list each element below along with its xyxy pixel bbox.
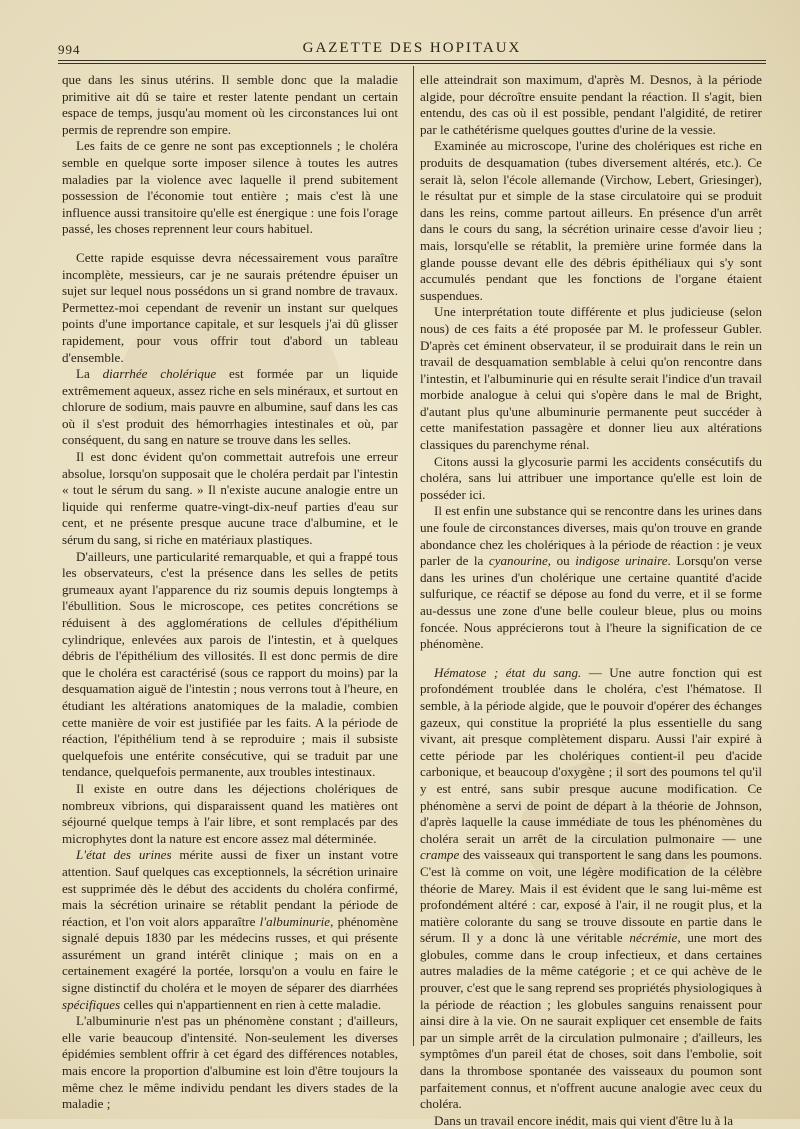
paragraph-text: La <box>76 366 103 382</box>
journal-title: GAZETTE DES HOPITAUX <box>302 40 522 56</box>
header-rule <box>58 60 766 61</box>
italic-text: l'albuminurie <box>259 913 331 929</box>
italic-text: crampe <box>420 847 460 863</box>
paragraph-text: D'ailleurs, une particularité remarquable, et qui a frappé tous les observateurs, c'est la présence dans les selles de petits grumeaux ayant l'apparence du riz soumis depuis longtemps à l'ébullition. Sous le microscope, ces petites concrétions se réduisent à des agglomérations de cellules d'épithélium cylindrique, enlevées aux parois de l'intestin, et à quelques débris de l'épithélium des villosités. Il est donc permis de dire que le choléra est caractérisé (sous ce rapport du moins) par la desquamation aiguë de l'intestin ; nous verrons tout à l'heure, en étudiant les altérations anatomiques de la maladie, combien cette manière de voir est justifiée par les faits. A la période de réaction, l'épithélium tend à se reproduire ; mais il subsiste quelquefois une entérite consécutive, qui se traduit par une tendance, quelquefois permanente, aux troubles intestinaux. <box>62 548 398 780</box>
paragraph <box>420 454 762 504</box>
paragraph-text: Il existe en outre dans les déjections cholériques de nombreux vibrions, qui disparaissent quand les matières ont séjourné quelque temps à l'air libre, et sont remplacés par des microphytes dont la nature est encore assez mal déterminée. <box>62 780 398 846</box>
italic-text: Hématose ; état du sang. <box>434 664 582 680</box>
paragraph-text: , phénomène signalé depuis 1830 par les médecins russes, et qui présente assurément un grand intérêt clinique ; mais on en a certainement exagéré la portée, lorsqu'on a voulu en faire le signe distinctif du choléra et le moyen de séparer des diarrhées <box>62 913 399 996</box>
italic-text: diarrhée cholérique <box>102 366 217 382</box>
paragraph-text: Une interprétation toute différente et plus judicieuse (selon nous) de ces faits a été proposée par M. le professeur Gubler. D'après cet éminent observateur, il se produirait dans le rein un travail de desquamation semblable à celui qu'on rencontre dans l'intestin, et l'albuminurie qui en résulte serait l'indice d'un travail morbide analogue à celui qui s'opère dans le mal de Bright, d'autant plus qu'une albuminurie permanente peut succéder à cette manifestation passagère et donner lieu aux altérations classiques du parenchyme rénal. <box>420 304 762 453</box>
paragraph-text: elle atteindrait son maximum, d'après M. Desnos, à la période algide, pour décroître ensuite pendant la réaction. Il s'agit, bien entendu, des cas où il est possible, pendant l'algidité, de retirer par le cathétérisme quelques gouttes d'urine de la vessie. <box>420 72 762 137</box>
paragraph-text: — Une autre fonction qui est profondément troublée dans le choléra, c'est l'hématose. Il semble, à la période algide, que le pouvoir d'opérer des échanges gazeux, qui constitue la propriété la plus essentielle du sang vivant, ait presque complètement disparu. Aussi l'air expiré à cette période par les cholériques contient-il peu d'acide carbonique, et beaucoup d'oxygène ; il sort des poumons tel qu'il y est entré, sans subir presque aucune modification. Ce phénomène a servi de point de départ à la théorie de Johnson, d'après laquelle la cause immédiate de tous les phénomènes du choléra serait un arrêt de la circulation pulmonaire — une <box>420 664 762 846</box>
italic-text: spécifiques <box>62 996 121 1012</box>
italic-text: indigose urinaire <box>575 553 668 569</box>
paragraph <box>420 503 762 652</box>
paragraph <box>420 72 762 138</box>
right-column <box>420 72 762 1129</box>
paragraph <box>62 549 398 781</box>
paragraph-text: Examinée au microscope, l'urine des cholériques est riche en produits de desquamation (tubes diversement altérés, etc.). Ce serait là, selon l'école allemande (Virchow, Lebert, Griesinger), le résultat pur et simple de la stase circulatoire qui se produit dans les reins, comme partout ailleurs. En présence d'un arrêt dans le cours du sang, la sécrétion urinaire cesse d'avoir lieu ; mais, lorsqu'elle se rétablit, la première urine formée dans la glande pousse devant elle des débris épithéliaux qui s'y sont accumulés pendant que les fonctions de l'organe étaient suspendues. <box>420 138 762 303</box>
paragraph <box>62 138 398 238</box>
left-column <box>62 72 398 1113</box>
paragraph <box>62 781 398 847</box>
paragraph-text: Citons aussi la glycosurie parmi les accidents consécutifs du choléra, sans lui attribuer une importance qu'elle est loin de posséder ici. <box>420 453 762 502</box>
paragraph-text: , une mort des globules, comme dans le croup infectieux, et dans certaines autres maladies de la même catégorie ; et ce qui achève de le prouver, c'est que le sang reprend ses propriétés physiologiques à la période de réaction ; les globules sanguins renaissent pour ainsi dire à la vie. On ne saurait expliquer cet ensemble de faits par un simple arrêt de la circulation pulmonaire ; d'ailleurs, les symptômes d'un pareil état de choses, soit dans l'embolie, soit dans la thrombose spontanée des vaisseaux du poumon sont parfaitement connus, et n'offrent aucune analogie avec ceux du choléra. <box>420 930 762 1112</box>
paragraph-text: Cette rapide esquisse devra nécessairement vous paraître incomplète, messieurs, car je ne saurais prétendre épuiser un sujet sur lequel nous possédons un si grand nombre de travaux. Permettez-moi cependant de revenir un instant sur quelques points d'une importance capitale, et sur lesquels j'ai dû glisser rapidement, pour vous offrir tout d'abord un tableau d'ensemble. <box>62 249 398 365</box>
paragraph-text: , ou <box>547 553 576 569</box>
paragraph-text: . Lorsqu'on verse dans les urines d'un cholérique une certaine quantité d'acide sulfurique, ce réactif se dépose au fond du verre, et il se forme au-dessus une zone d'une belle couleur bleue, plus ou moins foncée. Nous apprécierons tout à l'heure la signification de ce phénomène. <box>420 553 763 652</box>
paragraph-text: mérite aussi de fixer un instant votre attention. Sauf quelques cas exceptionnels, la sécrétion urinaire est supprimée dès le début des accidents du choléra confirmé, mais la sécrétion urinaire se rétablit pendant la période de réaction, et l'on voit alors apparaître <box>62 847 399 929</box>
paragraph <box>420 138 762 304</box>
header-rule <box>58 63 766 64</box>
paragraph <box>62 847 398 1013</box>
paragraph <box>62 366 398 449</box>
page-header <box>58 38 766 60</box>
paragraph <box>62 250 398 366</box>
paragraph <box>420 1113 762 1129</box>
paragraph-text: Dans un travail encore inédit, mais qui vient d'être lu à la <box>434 1112 734 1128</box>
italic-text: cyanourine <box>488 553 548 569</box>
paragraph-text: des vaisseaux qui transportent le sang dans les poumons. C'est là comme on voit, une légère modification de la célèbre théorie de Marey. Mais il est évident que le sang lui-même est profondément altéré : car, exposé à l'air, il ne rougit plus, et la matière colorante du sang se trouve dissoute en partie dans le sérum. Il y a donc là une véritable <box>420 847 762 946</box>
paragraph-text: L'albuminurie n'est pas un phénomène constant ; d'ailleurs, elle varie beaucoup d'intensité. Non-seulement les diverses épidémies semblent offrir à cet égard des différences notables, mais encore la proportion d'albumine est loin d'être toujours la même chez le même individu pendant les divers stades de la maladie ; <box>62 1013 398 1112</box>
paragraph-text: est formée par un liquide extrêmement aqueux, assez riche en sels minéraux, et surtout en chlorure de sodium, mais pauvre en albumine, sauf dans les cas où il s'est produit des hémorrhagies intestinales et où, par conséquent, du sang en nature se trouve dans les selles. <box>62 366 398 448</box>
italic-text: nécrémie <box>629 930 678 946</box>
paragraph-text: que dans les sinus utérins. Il semble donc que la maladie primitive ait dû se taire et rester latente pendant un certain espace de temps, jusqu'au moment où les circonstances lui ont permis de reprendre son empire. <box>62 72 398 137</box>
paragraph-text: Il est enfin une substance qui se rencontre dans les urines dans une foule de circonstances diverses, mais qu'on trouve en grande abondance chez les cholériques à la période de réaction : je veux parler de la <box>420 503 762 569</box>
italic-text: L'état des urines <box>76 847 172 863</box>
paragraph <box>420 304 762 453</box>
paragraph <box>62 449 398 549</box>
paragraph-text: celles qui n'appartiennent en rien à cette maladie. <box>120 996 382 1012</box>
paragraph-text: Il est donc évident qu'on commettait autrefois une erreur absolue, lorsqu'on supposait que le choléra perdait par l'intestin « tout le sérum du sang. » Il n'existe aucune analogie entre un liquide qui renferme quatre-vingt-dix-neuf parties d'eau sur cent, et ne présente presque aucune trace d'albumine, et le sérum du sang, si riche en matériaux plastiques. <box>62 449 398 548</box>
column-divider <box>413 66 414 1046</box>
paragraph-text: Les faits de ce genre ne sont pas exceptionnels ; le choléra semble en quelque sorte imposer silence à toutes les autres maladies par la violence avec laquelle il prend subitement possession de l'économie tout entière ; mais c'est là une influence aussi transitoire qu'elle est énergique : une fois l'orage passé, les choses reprennent leur cours habituel. <box>62 138 398 237</box>
paragraph <box>62 1013 398 1113</box>
page-number: 994 <box>58 42 81 57</box>
paragraph <box>420 665 762 1113</box>
paragraph <box>62 72 398 138</box>
